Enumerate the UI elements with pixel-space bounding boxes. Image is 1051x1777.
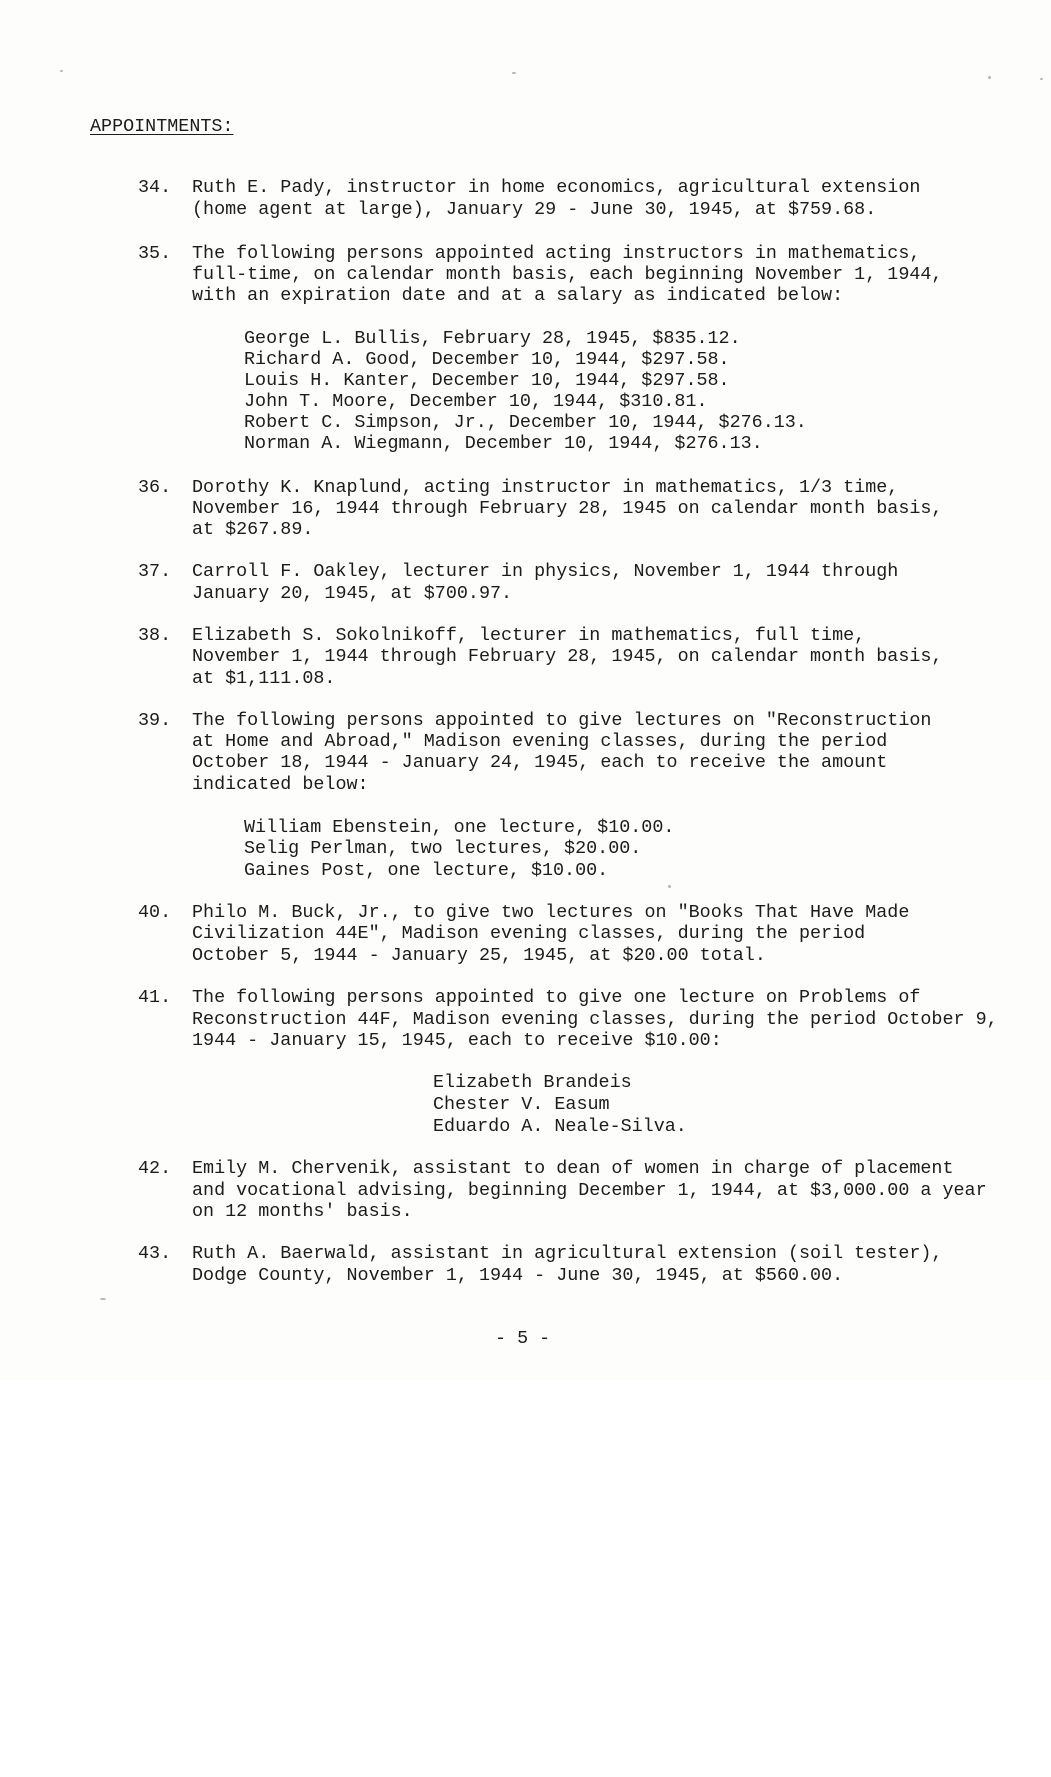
sublist-entry: Gaines Post, one lecture, $10.00. — [244, 860, 609, 881]
item-text-line: on 12 months' basis. — [192, 1201, 413, 1222]
item-text-line: Dodge County, November 1, 1944 - June 30, 1945, at $560.00. — [192, 1265, 844, 1286]
item-number: 38. — [138, 625, 172, 646]
item-text-line: at $267.89. — [192, 519, 314, 540]
item-text-line: Dorothy K. Knaplund, acting instructor in mathematics, 1/3 time, — [192, 477, 899, 498]
item-text-line: Ruth A. Baerwald, assistant in agricultural extension (soil tester), — [192, 1243, 943, 1264]
item-text-line: at Home and Abroad," Madison evening classes, during the period — [192, 731, 888, 752]
item-number: 39. — [138, 710, 172, 731]
item-number: 40. — [138, 902, 172, 923]
item-number: 43. — [138, 1243, 172, 1264]
scan-speck — [1040, 78, 1043, 80]
item-text-line: 1944 - January 15, 1945, each to receive $10.00: — [192, 1030, 722, 1051]
sublist-entry: Norman A. Wiegmann, December 10, 1944, $276.13. — [244, 433, 763, 454]
item-text-line: Civilization 44E", Madison evening classes, during the period — [192, 923, 866, 944]
item-text-line: October 5, 1944 - January 25, 1945, at $20.00 total. — [192, 945, 766, 966]
item-text-line: Carroll F. Oakley, lecturer in physics, November 1, 1944 through — [192, 561, 899, 582]
item-text-line: November 1, 1944 through February 28, 1945, on calendar month basis, — [192, 646, 943, 667]
item-text-line: November 16, 1944 through February 28, 1945 on calendar month basis, — [192, 498, 943, 519]
page-number: - 5 - — [495, 1328, 551, 1349]
scan-speck — [988, 76, 991, 79]
sublist-entry: John T. Moore, December 10, 1944, $310.81. — [244, 391, 708, 412]
sublist-entry: George L. Bullis, February 28, 1945, $835.12. — [244, 328, 741, 349]
item-text-line: at $1,111.08. — [192, 668, 336, 689]
sublist-entry: Chester V. Easum — [433, 1094, 610, 1115]
sublist-entry: Louis H. Kanter, December 10, 1944, $297.58. — [244, 370, 730, 391]
scan-speck — [512, 72, 516, 74]
item-number: 42. — [138, 1158, 172, 1179]
item-text-line: full-time, on calendar month basis, each beginning November 1, 1944, — [192, 264, 943, 285]
item-text-line: indicated below: — [192, 774, 369, 795]
sublist-entry: Elizabeth Brandeis — [433, 1072, 632, 1093]
sublist-entry: Robert C. Simpson, Jr., December 10, 1944, $276.13. — [244, 412, 807, 433]
item-text-line: Emily M. Chervenik, assistant to dean of women in charge of placement — [192, 1158, 954, 1179]
item-text-line: Reconstruction 44F, Madison evening classes, during the period October 9, — [192, 1009, 998, 1030]
sublist-entry: Richard A. Good, December 10, 1944, $297.58. — [244, 349, 730, 370]
item-text-line: The following persons appointed to give one lecture on Problems of — [192, 987, 921, 1008]
item-text-line: (home agent at large), January 29 - June 30, 1945, at $759.68. — [192, 199, 877, 220]
sublist-entry: William Ebenstein, one lecture, $10.00. — [244, 817, 675, 838]
item-number: 35. — [138, 243, 172, 264]
item-text-line: The following persons appointed acting instructors in mathematics, — [192, 243, 921, 264]
item-text-line: The following persons appointed to give lectures on "Reconstruction — [192, 710, 932, 731]
item-text-line: and vocational advising, beginning December 1, 1944, at $3,000.00 a year — [192, 1180, 987, 1201]
section-heading: APPOINTMENTS: — [90, 116, 234, 137]
item-text-line: Elizabeth S. Sokolnikoff, lecturer in mathematics, full time, — [192, 625, 866, 646]
scan-speck — [100, 1298, 106, 1300]
item-text-line: Ruth E. Pady, instructor in home economics, agricultural extension — [192, 177, 921, 198]
item-text-line: Philo M. Buck, Jr., to give two lectures on "Books That Have Made — [192, 902, 910, 923]
item-text-line: January 20, 1945, at $700.97. — [192, 583, 513, 604]
sublist-entry: Eduardo A. Neale-Silva. — [433, 1116, 687, 1137]
scan-speck — [668, 885, 671, 888]
scan-speck — [60, 70, 63, 72]
item-number: 34. — [138, 177, 172, 198]
item-number: 36. — [138, 477, 172, 498]
item-number: 41. — [138, 987, 172, 1008]
item-number: 37. — [138, 561, 172, 582]
sublist-entry: Selig Perlman, two lectures, $20.00. — [244, 838, 642, 859]
item-text-line: October 18, 1944 - January 24, 1945, each to receive the amount — [192, 752, 888, 773]
item-text-line: with an expiration date and at a salary as indicated below: — [192, 285, 844, 306]
